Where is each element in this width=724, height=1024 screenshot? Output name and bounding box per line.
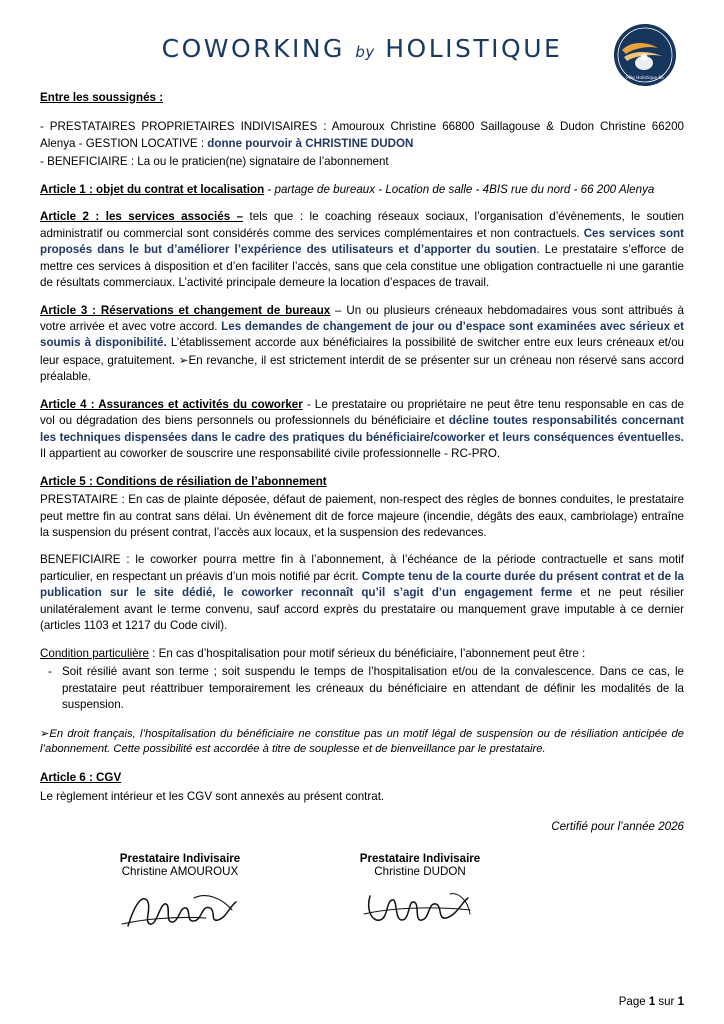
article-3-title: Article 3 : Réservations et changement de bureaux bbox=[40, 303, 331, 317]
article-1 bbox=[40, 182, 684, 198]
holistique-logo-icon bbox=[614, 24, 676, 86]
signature-dudon-icon bbox=[325, 880, 515, 940]
condition-label: Condition particulière bbox=[40, 646, 149, 660]
article-4-highlight: décline toutes responsabilités concernant les techniques dispensées dans le cadre des pratiques du bénéficiaire/coworker et leurs conséquences éventuelles. bbox=[40, 414, 685, 444]
signature-name: Christine DUDON bbox=[374, 864, 466, 878]
document-header bbox=[40, 24, 684, 90]
article-3-highlight: Les demandes de changement de jour ou d’espace sont examinées avec sérieux et soumis à disponibilité. bbox=[40, 319, 684, 350]
article-3: Article 3 : Réservations et changement de bureaux – Un ou plusieurs créneaux hebdomadaires vous sont attribués à votre arrivée et avec votre accord. Les demandes de changement de jour ou d’espace sont examinées avec sérieux et soumis à disponibilité. L’établissement accorde aux bénéficiaires la possibilité de switcher entre eux leurs créneaux et/ou leur espace, gratuitement. ➢En revanche, il est strictement interdit de se présenter sur un créneau non réservé sans accord préalable. bbox=[40, 303, 684, 384]
article-5-highlight: Compte tenu de la courte durée du présent contrat et de la publication sur le site dédié, le coworker reconnaît qu’il s’agit d’un engagement ferme bbox=[40, 569, 684, 600]
article-6-text: Le règlement intérieur et les CGV sont annexés au présent contrat. bbox=[40, 789, 385, 803]
article-4: Article 4 : Assurances et activités du coworker - Le prestataire ou propriétaire ne peut être tenu responsable en cas de vol ou dégradation des biens personnels ou professionnels du bénéficiaire et décline toutes responsabilités concernant les techniques dispensées dans le cadre des pratiques du bénéficiaire/coworker et leurs conséquences éventuelles. Il appartient au coworker de souscrire une responsabilité civile professionnelle - RC-PRO. bbox=[40, 397, 685, 461]
brand-title bbox=[40, 24, 684, 63]
party-line-1-highlight: donne pourvoir à CHRISTINE DUDON bbox=[207, 136, 414, 150]
footer-prefix: Page bbox=[618, 996, 649, 1008]
article-6-title: Article 6 : CGV bbox=[40, 771, 122, 785]
footer-middle: sur bbox=[655, 996, 678, 1008]
arrow-icon: ➢ bbox=[40, 726, 50, 740]
signature-title: Prestataire Indivisaire bbox=[119, 851, 241, 865]
article-4-title: Article 4 : Assurances et activités du coworker bbox=[40, 397, 303, 411]
signature-block-dudon bbox=[325, 852, 515, 940]
article-1-title: Article 1 : objet du contrat et localisation bbox=[40, 182, 265, 196]
article-1-text: - partage de bureaux - Location de salle - 4BIS rue du nord - 66 200 Alenya bbox=[264, 182, 655, 196]
svg-text:Pôle Holistique 66: Pôle Holistique 66 bbox=[626, 75, 664, 80]
footer-total-pages: 1 bbox=[677, 996, 684, 1008]
intro-heading: Entre les soussignés : bbox=[40, 91, 164, 104]
brand-by: by bbox=[355, 43, 375, 61]
legal-note: ➢En droit français, l’hospitalisation du bénéficiaire ne constitue pas un motif légal de suspension ou de résiliation anticipée de l’abonnement. Cette possibilité est accordée à titre de souplesse et de bienveillance par le prestataire. bbox=[40, 726, 684, 756]
list-item: - Soit résilié avant son terme ; soit suspendu le temps de l’hospitalisation et/ou de la convalescence. Dans ce cas, le prestataire peut réattribuer temporairement les créneaux du bénéficiaire en attendant de définir les modalités de la suspension. bbox=[62, 664, 684, 713]
brand-part1: COWORKING bbox=[161, 34, 345, 63]
article-5-paragraph-2: BENEFICIAIRE : le coworker pourra mettre fin à l’abonnement, à l’échéance de la période contractuelle et sans motif particulier, en respectant un préavis d’un mois notifié par écrit. Compte tenu de la courte durée du présent contrat et de la publication sur le site dédié, le coworker reconnaît qu’il s’agit d’un engagement ferme et ne peut résilier unilatéralement avant le terme convenu, sauf accord exprès du prestataire ou manquement grave imputable à ce dernier (articles 1103 et 1217 du Code civil). bbox=[40, 553, 685, 633]
condition-particuliere: Condition particulière : En cas d’hospitalisation pour motif sérieux du bénéficiaire, l’abonnement peut être : bbox=[40, 646, 586, 660]
signature-title: Prestataire Indivisaire bbox=[359, 851, 481, 865]
article-2-highlight: Ces services sont proposés dans le but d’améliorer l’expérience des utilisateurs et d’apporter du soutien bbox=[40, 226, 684, 257]
signature-area bbox=[40, 852, 684, 940]
article-2: Article 2 : les services associés – tels que : le coaching réseaux sociaux, l’organisation d’évènements, le soutien administratif ou commercial sont considérés comme des services complémentaires et non contractuels. Ces services sont proposés dans le but d’améliorer l’expérience des utilisateurs et d’apporter du soutien. Le prestataire s’efforce de mettre ces services à disposition et d’en faciliter l’accès, sans que cela constitue une obligation contractuelle ni une garantie de résultats commerciaux. L’activité principale demeure la location d’espaces de travail. bbox=[40, 210, 684, 290]
party-line-1: - PRESTATAIRES PROPRIETAIRES INDIVISAIRES : Amouroux Christine 66800 Saillagouse & Dudon Christine 66200 Alenya - GESTION LOCATIVE : donne pourvoir à CHRISTINE DUDON bbox=[40, 120, 684, 150]
article-2-title: Article 2 : les services associés – bbox=[40, 210, 244, 224]
footer-current-page: 1 bbox=[648, 996, 656, 1008]
page-footer bbox=[619, 996, 684, 1008]
brand-part2: HOLISTIQUE bbox=[385, 34, 563, 63]
article-5-title: Article 5 : Conditions de résiliation de l’abonnement bbox=[40, 474, 327, 488]
party-line-2: - BENEFICIAIRE : La ou le praticien(ne) signataire de l’abonnement bbox=[40, 155, 389, 169]
signature-block-amouroux bbox=[85, 852, 275, 940]
condition-list bbox=[40, 664, 684, 713]
arrow-icon: ➢ bbox=[178, 352, 189, 367]
article-5-paragraph-1: PRESTATAIRE : En cas de plainte déposée, défaut de paiement, non-respect des règles de bonnes conduites, le prestataire peut mettre fin au contrat sans délai. Un évènement dit de force majeure (incendie, dégâts des eaux, cambriolage) entraîne la suspension du présent contrat, l’accès aux locaux, et la suspension des redevances. bbox=[40, 493, 684, 539]
signature-amouroux-icon bbox=[85, 880, 275, 940]
certified-note: Certifié pour l’année 2026 bbox=[551, 820, 684, 834]
document-body bbox=[40, 90, 684, 836]
signature-name: Christine AMOUROUX bbox=[121, 864, 239, 878]
